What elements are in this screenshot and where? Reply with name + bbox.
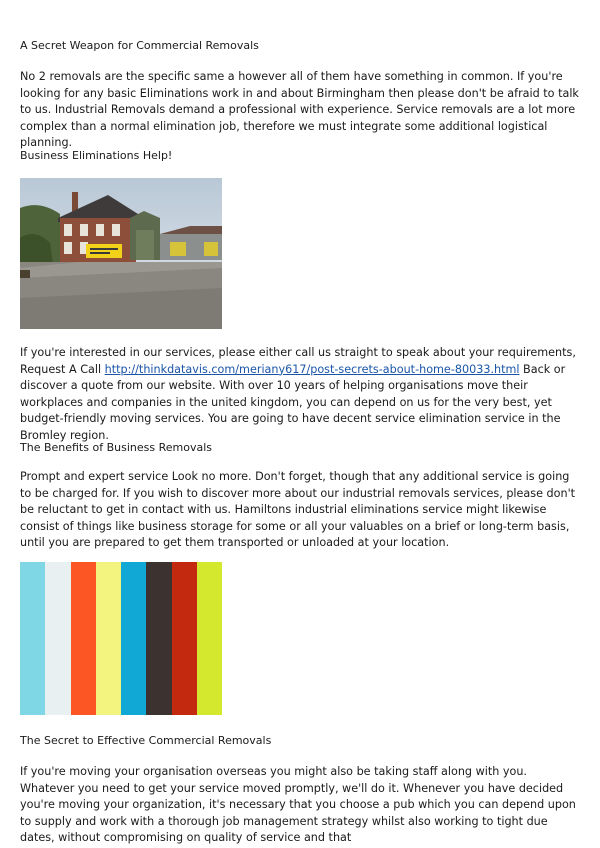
palette-swatch: [146, 562, 171, 715]
palette-swatch: [172, 562, 197, 715]
closing-paragraph: If you're moving your organisation overseas you might also be taking staff along with you. Whatever you need to get your service moved promptly, we'll do it. Whenever you have decided you're moving your organization, it's necessary that you choose a pub which you can depend upon to supply and work with a thorough job management strategy whilst also working to tight due dates, without compromising on quality of service and that: [20, 765, 576, 844]
benefits-paragraph: Prompt and expert service Look no more. Don't forget, though that any additional service is going to be charged for. If you wish to discover more about our industrial removals services, please don't be reluctant to get in contact with us. Hamiltons industrial eliminations service might likewise consist of things like business storage for some or all your valuables on a brief or long-term basis, until you are prepared to get them transported or unloaded at your location.: [20, 470, 576, 549]
palette-swatch: [45, 562, 70, 715]
palette-swatch: [20, 562, 45, 715]
palette-swatch: [96, 562, 121, 715]
section-heading-benefits: The Benefits of Business Removals: [20, 441, 212, 454]
section-heading-business-eliminations: Business Eliminations Help!: [20, 149, 173, 162]
palette-swatch: [71, 562, 96, 715]
section-heading-secret: The Secret to Effective Commercial Removals: [20, 734, 272, 747]
palette-swatch: [121, 562, 146, 715]
services-paragraph: [20, 345, 580, 444]
services-text-after: Back or discover a quote from our website. With over 10 years of helping organisations move their workplaces and companies in the united kingdom, you can depend on us for the very best, yet budget-friendly moving services. You are going to have decent service elimination service in the Bromley region.: [20, 362, 566, 442]
intro-paragraph: No 2 removals are the specific same a however all of them have something in common. If you're looking for any basic Eliminations work in and about Birmingham then please don't be afraid to talk to us. Industrial Removals demand a professional with experience. Service removals are a lot more complex than a normal elimination job, therefore we must integrate some additional logistical planning.: [20, 70, 579, 149]
think-datavis-link[interactable]: http://thinkdatavis.com/meriany617/post-secrets-about-home-80033.html: [104, 362, 520, 376]
color-palette-image: [20, 562, 222, 715]
palette-swatch: [197, 562, 222, 715]
warehouse-building-photo: [20, 178, 222, 329]
article-title: A Secret Weapon for Commercial Removals: [20, 39, 259, 52]
services-text-before: If you're interested in our services, please either call us straight to speak about your requirements, Request A Call: [20, 346, 576, 376]
